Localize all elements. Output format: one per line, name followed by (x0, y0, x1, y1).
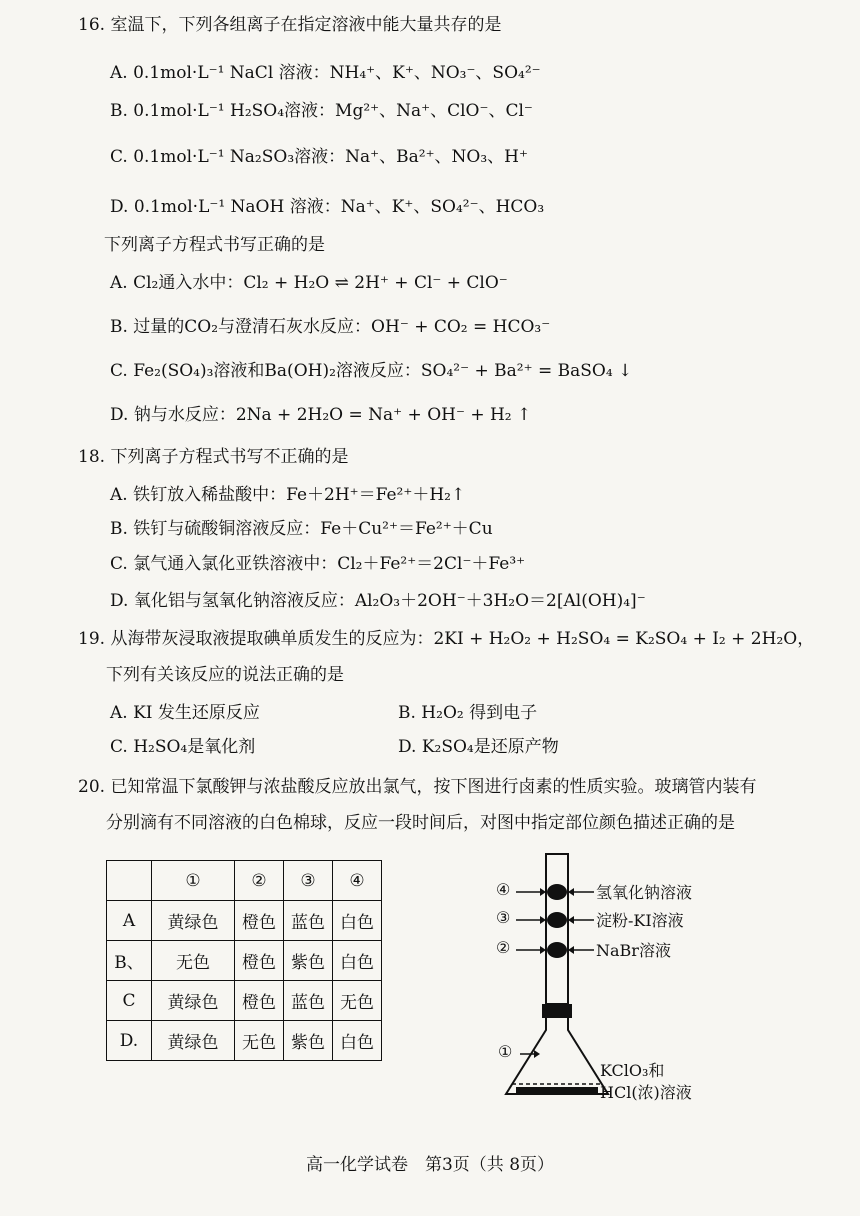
table-cell: 紫色 (284, 941, 333, 981)
table-cell: D. (107, 1021, 152, 1061)
q19-option-b: B. H₂O₂ 得到电子 (398, 703, 538, 723)
q19-option-c: C. H₂SO₄是氧化剂 (110, 737, 256, 757)
table-cell: 白色 (333, 1021, 382, 1061)
q20-stem-continued: 分别滴有不同溶液的白色棉球，反应一段时间后，对图中指定部位颜色描述正确的是 (106, 813, 735, 833)
q18-option-c: C. 氯气通入氯化亚铁溶液中：Cl₂＋Fe²⁺＝2Cl⁻＋Fe³⁺ (110, 554, 526, 574)
q19-stem: 19. 从海带灰浸取液提取碘单质发生的反应为：2KI + H₂O₂ + H₂SO₄ = K₂SO₄ + I₂ + 2H₂O， (78, 629, 815, 649)
cotton-ball-3 (547, 912, 567, 928)
q16-option-a: A. 0.1mol·L⁻¹ NaCl 溶液：NH₄⁺、K⁺、NO₃⁻、SO₄²⁻ (110, 63, 541, 83)
stopper (542, 1004, 572, 1018)
table-row (107, 941, 382, 981)
table-header-cell: ② (235, 861, 284, 901)
q16-option-d: D. 0.1mol·L⁻¹ NaOH 溶液：Na⁺、K⁺、SO₄²⁻、HCO₃ (110, 197, 545, 217)
table-cell: 黄绿色 (152, 981, 235, 1021)
nabr-label: NaBr溶液 (596, 941, 671, 960)
table-cell: 紫色 (284, 1021, 333, 1061)
naoh-label: 氢氧化钠溶液 (596, 883, 693, 902)
table-header-row (107, 861, 382, 901)
flask-label-line2: HCl(浓)溶液 (600, 1083, 692, 1102)
table-header-cell (107, 861, 152, 901)
q17-option-d: D. 钠与水反应：2Na + 2H₂O = Na⁺ + OH⁻ + H₂ ↑ (110, 405, 532, 425)
table-header-cell: ④ (333, 861, 382, 901)
q18-option-a: A. 铁钉放入稀盐酸中：Fe＋2H⁺＝Fe²⁺＋H₂↑ (110, 485, 466, 505)
cotton-ball-4 (547, 884, 567, 900)
table-cell: 橙色 (235, 901, 284, 941)
flask-liquid (516, 1087, 598, 1093)
q17-stem: 下列离子方程式书写正确的是 (104, 235, 325, 255)
table-row (107, 1021, 382, 1061)
table-header-cell: ① (152, 861, 235, 901)
table-row (107, 981, 382, 1021)
table-cell: 白色 (333, 941, 382, 981)
q19-option-a: A. KI 发生还原反应 (110, 703, 260, 723)
cotton-ball-2 (547, 942, 567, 958)
q18-option-b: B. 铁钉与硫酸铜溶液反应：Fe＋Cu²⁺＝Fe²⁺＋Cu (110, 519, 493, 539)
table-cell: 蓝色 (284, 981, 333, 1021)
color-answer-table (106, 860, 382, 1061)
table-cell: B、 (107, 941, 152, 981)
q17-option-a: A. Cl₂通入水中：Cl₂ + H₂O ⇌ 2H⁺ + Cl⁻ + ClO⁻ (110, 273, 508, 293)
starch-ki-label: 淀粉-KI溶液 (596, 911, 684, 930)
label-4: ④ (496, 880, 511, 899)
label-1: ① (498, 1042, 513, 1061)
q19-option-d: D. K₂SO₄是还原产物 (398, 737, 559, 757)
q17-option-c: C. Fe₂(SO₄)₃溶液和Ba(OH)₂溶液反应：SO₄²⁻ + Ba²⁺ = BaSO₄ ↓ (110, 361, 633, 381)
table-header-cell: ③ (284, 861, 333, 901)
q18-stem: 18. 下列离子方程式书写不正确的是 (78, 447, 349, 467)
flask-label-line1: KClO₃和 (600, 1061, 665, 1080)
table-cell: 无色 (333, 981, 382, 1021)
q20-stem: 20. 已知常温下氯酸钾与浓盐酸反应放出氯气，按下图进行卤素的性质实验。玻璃管内装有 (78, 777, 757, 797)
arrow-1-head (534, 1050, 540, 1058)
q16-option-c: C. 0.1mol·L⁻¹ Na₂SO₃溶液：Na⁺、Ba²⁺、NO₃、H⁺ (110, 147, 528, 167)
glass-tube (546, 854, 568, 1004)
conical-flask (506, 1018, 608, 1094)
table-cell: 橙色 (235, 981, 284, 1021)
table-cell: 橙色 (235, 941, 284, 981)
table-cell: 蓝色 (284, 901, 333, 941)
q19-stem-continued: 下列有关该反应的说法正确的是 (106, 665, 344, 685)
q17-option-b: B. 过量的CO₂与澄清石灰水反应：OH⁻ + CO₂ = HCO₃⁻ (110, 317, 551, 337)
table-cell: A (107, 901, 152, 941)
page-footer: 高一化学试卷 第3页（共 8页） (305, 1155, 555, 1175)
table-cell: 无色 (152, 941, 235, 981)
label-3: ③ (496, 908, 511, 927)
q16-stem: 16. 室温下，下列各组离子在指定溶液中能大量共存的是 (78, 15, 502, 35)
table-cell: 黄绿色 (152, 901, 235, 941)
table-cell: C (107, 981, 152, 1021)
label-2: ② (496, 938, 511, 957)
q16-option-b: B. 0.1mol·L⁻¹ H₂SO₄溶液：Mg²⁺、Na⁺、ClO⁻、Cl⁻ (110, 101, 533, 121)
table-cell: 白色 (333, 901, 382, 941)
table-cell: 无色 (235, 1021, 284, 1061)
table-row (107, 901, 382, 941)
table-cell: 黄绿色 (152, 1021, 235, 1061)
apparatus-figure (490, 848, 750, 1108)
q18-option-d: D. 氧化铝与氢氧化钠溶液反应：Al₂O₃＋2OH⁻＋3H₂O＝2[Al(OH)₄]⁻ (110, 591, 646, 611)
